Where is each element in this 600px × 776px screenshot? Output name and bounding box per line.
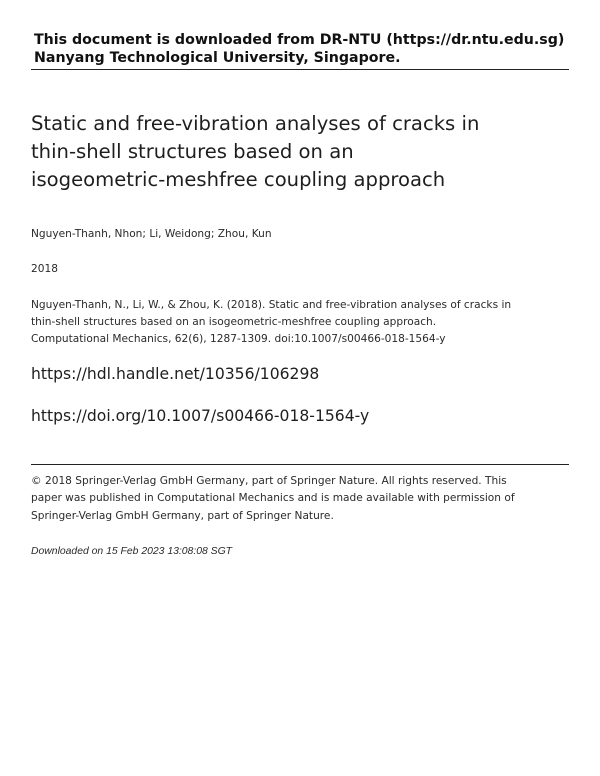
copyright-notice xyxy=(31,473,571,525)
section-divider xyxy=(31,464,569,465)
paper-title xyxy=(31,110,571,194)
handle-link[interactable]: https://hdl.handle.net/10356/106298 xyxy=(31,365,320,383)
header-institution-line: Nanyang Technological University, Singapore. xyxy=(34,50,401,66)
copyright-line: Springer-Verlag GmbH Germany, part of Springer Nature. xyxy=(31,509,334,522)
header-divider xyxy=(31,69,569,70)
title-line: Static and free-vibration analyses of cracks in xyxy=(31,112,480,135)
header-source-line: This document is downloaded from DR-NTU (https://dr.ntu.edu.sg) xyxy=(34,32,565,48)
title-line: isogeometric-meshfree coupling approach xyxy=(31,168,446,191)
citation-line: thin-shell structures based on an isogeometric-meshfree coupling approach. xyxy=(31,316,437,328)
download-timestamp: Downloaded on 15 Feb 2023 13:08:08 SGT xyxy=(31,546,233,557)
copyright-line: paper was published in Computational Mechanics and is made available with permission of xyxy=(31,492,515,505)
citation-line: Computational Mechanics, 62(6), 1287-1309. doi:10.1007/s00466-018-1564-y xyxy=(31,333,446,345)
title-line: thin-shell structures based on an xyxy=(31,140,354,163)
doi-link[interactable]: https://doi.org/10.1007/s00466-018-1564-y xyxy=(31,407,370,425)
authors: Nguyen-Thanh, Nhon; Li, Weidong; Zhou, Kun xyxy=(31,228,272,240)
publication-year: 2018 xyxy=(31,263,58,275)
repository-header xyxy=(34,31,574,67)
citation xyxy=(31,297,571,348)
citation-line: Nguyen-Thanh, N., Li, W., & Zhou, K. (2018). Static and free-vibration analyses of cracks in xyxy=(31,299,512,311)
copyright-line: © 2018 Springer-Verlag GmbH Germany, part of Springer Nature. All rights reserved. This xyxy=(31,475,507,487)
